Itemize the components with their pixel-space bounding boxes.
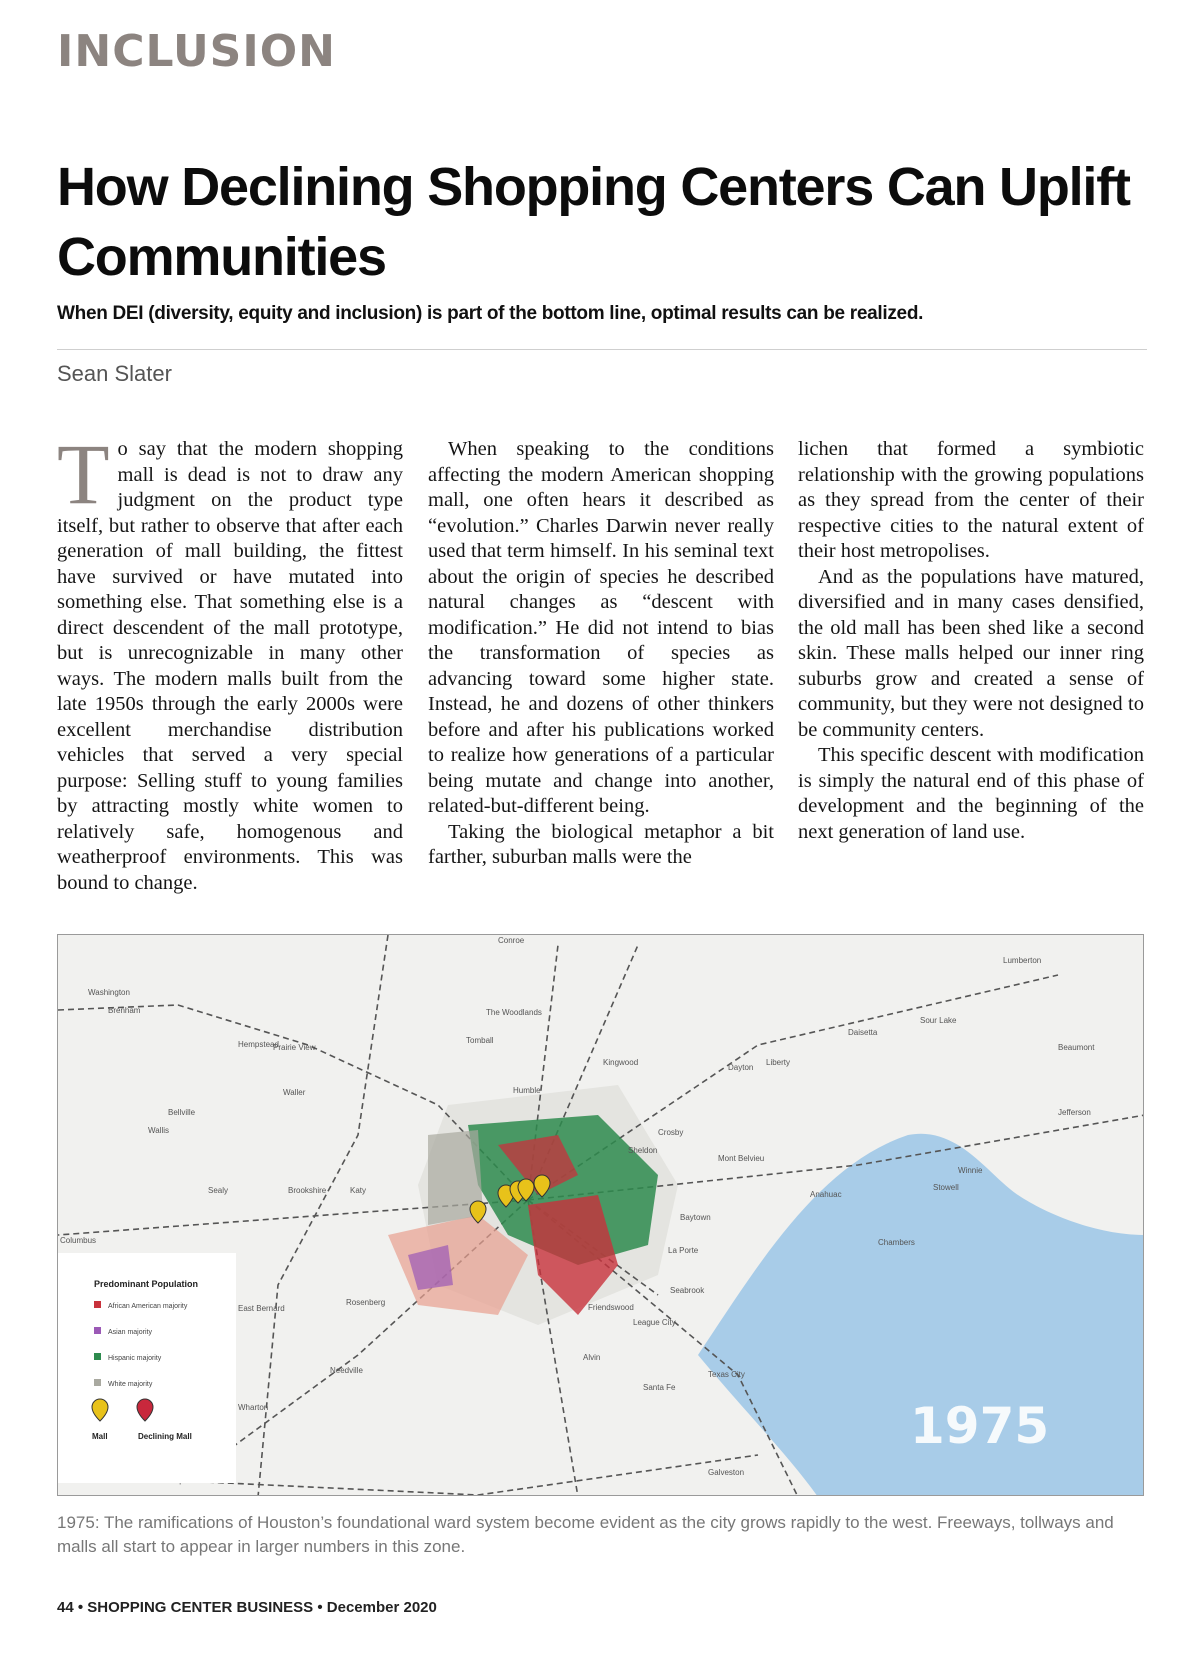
map-year-label: 1975 xyxy=(910,1397,1050,1455)
place-label: Crosby xyxy=(658,1128,684,1137)
place-label: Santa Fe xyxy=(643,1383,676,1392)
place-label: Winnie xyxy=(958,1166,983,1175)
place-label: Stowell xyxy=(933,1183,959,1192)
place-label: Texas City xyxy=(708,1370,745,1379)
place-label: Dayton xyxy=(728,1063,754,1072)
legend-label: Hispanic majority xyxy=(108,1355,162,1362)
legend-label: White majority xyxy=(108,1381,153,1388)
page-number: 44 xyxy=(57,1599,74,1616)
map-caption: 1975: The ramifications of Houston’s foundational ward system become evident as the city grows rapidly to the west. Freeways, tollways and malls all start to appear in larger numbers in this zone. xyxy=(57,1513,1114,1556)
place-label: Mont Belvieu xyxy=(718,1154,765,1163)
place-label: Waller xyxy=(283,1088,306,1097)
legend-swatch-hispanic xyxy=(94,1353,101,1360)
article-deck: When DEI (diversity, equity and inclusion) is part of the bottom line, optimal results can be realized. xyxy=(57,303,924,324)
paragraph: And as the populations have matured, diversified and in many cases densified, the old mall has been shed like a second skin. These malls helped our inner ring suburbs grow and created a sense of community, but they were not designed to be community centers. xyxy=(798,565,1144,741)
place-label: Sour Lake xyxy=(920,1016,957,1025)
place-label: Chambers xyxy=(878,1238,915,1247)
place-label: Friendswood xyxy=(588,1303,634,1312)
place-label: Lumberton xyxy=(1003,956,1042,965)
legend-marker-label: Mall xyxy=(92,1432,108,1441)
divider xyxy=(57,349,1147,350)
article-column-1 xyxy=(57,426,403,896)
place-label: Katy xyxy=(350,1186,367,1195)
paragraph: Taking the biological metaphor a bit farther, suburban malls were the xyxy=(428,820,774,868)
place-label: Seabrook xyxy=(670,1286,705,1295)
place-label: Humble xyxy=(513,1086,541,1095)
legend-label: African American majority xyxy=(108,1303,188,1310)
byline: Sean Slater xyxy=(57,361,172,386)
place-label: East Bernard xyxy=(238,1304,285,1313)
place-label: La Porte xyxy=(668,1246,699,1255)
paragraph: o say that the modern shopping mall is dead is not to draw any judgment on the product type itself, but rather to observe that after each generation of mall building, the fittest have survived or have mutated into something else. That something else is a direct descendent of the mall prototype, but is unrecognizable in many other ways. The modern malls built from the late 1950s through the early 2000s were excellent merchandise distribution vehicles that served a very special purpose: Selling stuff to young families by attracting mostly white women to relatively safe, homogenous and weatherproof environments. This was bound to change. xyxy=(57,438,403,894)
place-label: Tomball xyxy=(466,1036,494,1045)
place-label: Rosenberg xyxy=(346,1298,386,1307)
article-column-3 xyxy=(798,437,1144,845)
page-footer xyxy=(57,1599,437,1616)
place-label: Baytown xyxy=(680,1213,711,1222)
place-label: Wharton xyxy=(238,1403,269,1412)
place-label: Sheldon xyxy=(628,1146,658,1155)
map-graphic xyxy=(58,935,1144,1496)
legend-title: Predominant Population xyxy=(94,1279,199,1289)
place-label: Washington xyxy=(88,988,130,997)
place-label: Prairie View xyxy=(273,1043,316,1052)
place-label: Galveston xyxy=(708,1468,745,1477)
place-label: Brookshire xyxy=(288,1186,327,1195)
legend-swatch-asian xyxy=(94,1327,101,1334)
place-label: Beaumont xyxy=(1058,1043,1095,1052)
place-label: Conroe xyxy=(498,936,525,945)
legend-label: Asian majority xyxy=(108,1329,152,1336)
place-label: Needville xyxy=(330,1366,363,1375)
place-label: Kingwood xyxy=(603,1058,639,1067)
article-headline: How Declining Shopping Centers Can Uplift Communities xyxy=(57,157,1130,287)
place-label: Wallis xyxy=(148,1126,170,1135)
place-label: Liberty xyxy=(766,1058,791,1067)
legend-swatch-white xyxy=(94,1379,101,1386)
place-label: Jefferson xyxy=(1058,1108,1091,1117)
place-label: Alvin xyxy=(583,1353,601,1362)
place-label: Hempstead xyxy=(238,1040,279,1049)
paragraph: lichen that formed a symbiotic relationship with the growing populations as they spread from the center of their respective cities to the natural extent of their host metropolises. xyxy=(798,438,1144,562)
houston-map-1975 xyxy=(57,934,1144,1496)
article-column-2 xyxy=(428,437,774,871)
place-label: Sealy xyxy=(208,1186,229,1195)
section-label: INCLUSION xyxy=(57,26,336,77)
drop-cap: T xyxy=(57,426,110,522)
issue-date: December 2020 xyxy=(326,1599,437,1616)
place-label: The Woodlands xyxy=(486,1008,542,1017)
place-label: Daisetta xyxy=(848,1028,878,1037)
place-label: Columbus xyxy=(60,1236,97,1245)
paragraph: When speaking to the conditions affecting the modern American shopping mall, one often hears it described as “evolution.” Charles Darwin never really used that term himself. In his seminal text about the origin of species he described natural changes as “descent with modification.” He did not intend to bias the transformation of species as advancing toward some higher state. Instead, he and dozens of other thinkers before and after his publications worked to realize how generations of a particular being mutate and change into another, related-but-different being. xyxy=(428,438,774,817)
place-label: League City xyxy=(633,1318,676,1327)
footer-separator: • xyxy=(317,1599,323,1616)
place-label: Brenham xyxy=(108,1006,141,1015)
paragraph: This specific descent with modification is simply the natural end of this phase of development and the beginning of the next generation of land use. xyxy=(798,744,1144,843)
legend-swatch-african-american xyxy=(94,1301,101,1308)
publication-name: SHOPPING CENTER BUSINESS xyxy=(87,1599,314,1616)
legend-marker-label: Declining Mall xyxy=(138,1432,192,1441)
place-label: Bellville xyxy=(168,1108,196,1117)
footer-separator: • xyxy=(77,1599,84,1616)
place-label: Anahuac xyxy=(810,1190,842,1199)
